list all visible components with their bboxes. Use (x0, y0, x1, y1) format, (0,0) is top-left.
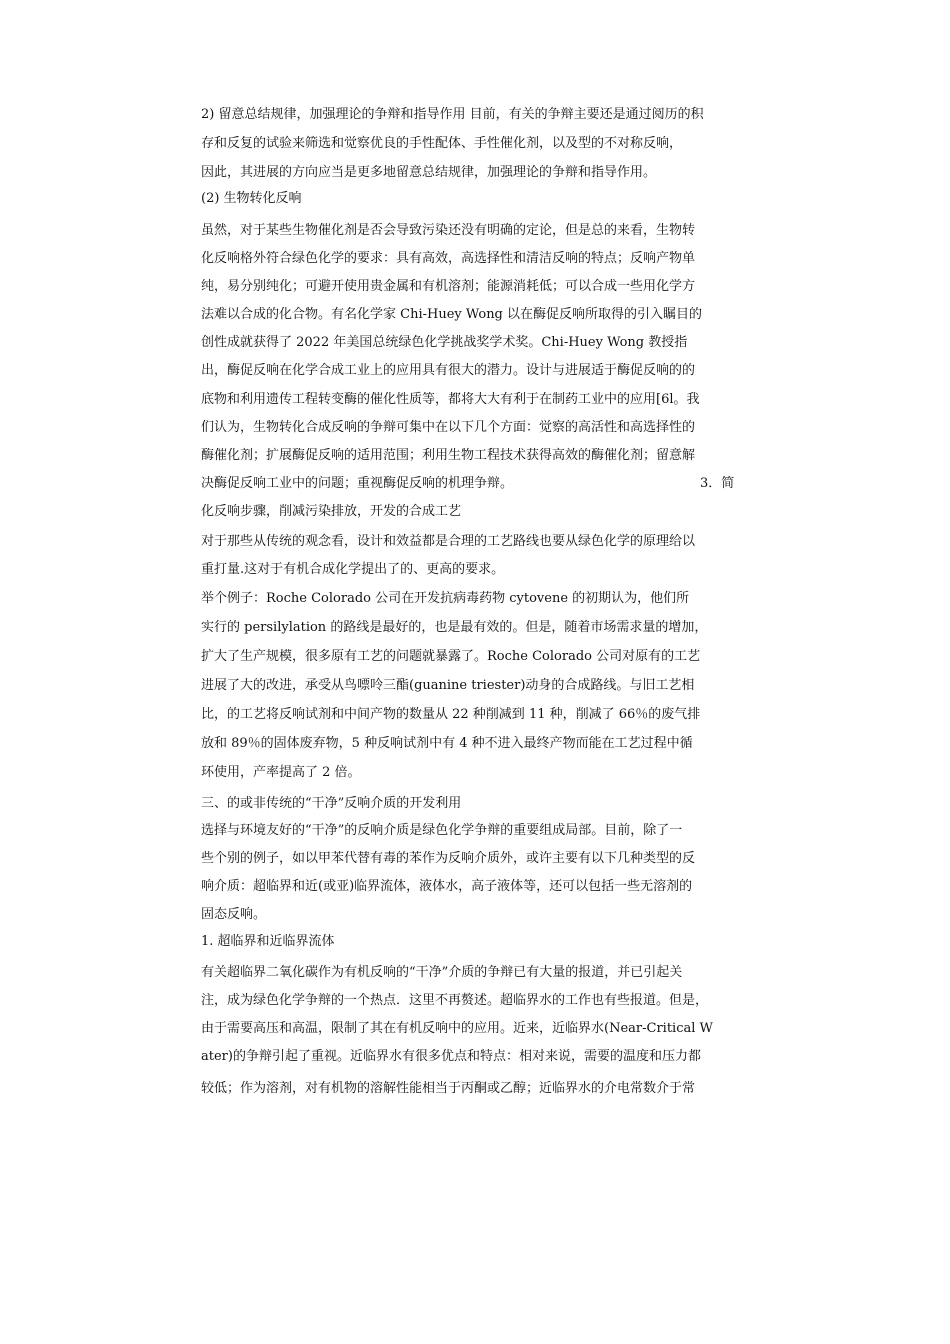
text-line: 些个别的例子，如以甲苯代替有毒的苯作为反响介质外，或许主要有以下几种类型的反 (201, 851, 696, 866)
text-line: 决酶促反响工业中的问题；重视酶促反响的机理争辩。 (201, 476, 514, 491)
text-line: 出，酶促反响在化学合成工业上的应用具有很大的潜力。设计与进展适于酶促反响的的 (201, 363, 696, 378)
section-heading: (2) 生物转化反响 (201, 191, 302, 206)
text-line: 响介质：超临界和近(或亚)临界流体，液体水，高子液体等，还可以包括一些无溶剂的 (201, 879, 693, 894)
text-line: 扩大了生产规模，很多原有工艺的问题就暴露了。Roche Colorado 公司对原有的工艺 (201, 649, 701, 664)
text-line: 注，成为绿色化学争辩的一个热点．这里不再赘述。超临界水的工作也有些报道。但是， (201, 993, 709, 1008)
text-line: 环使用，产率提高了 2 倍。 (201, 765, 361, 780)
text-line: 比，的工艺将反响试剂和中间产物的数量从 22 种削减到 11 种，削减了 66％的废气排 (201, 707, 701, 722)
text-line: 固态反响。 (201, 907, 267, 922)
text-line: 纯，易分别纯化；可避开使用贵金属和有机溶剂；能源消耗低；可以合成一些用化学方 (201, 279, 696, 294)
section-heading: 三、的或非传统的“干净”反响介质的开发利用 (201, 796, 462, 811)
text-line: 由于需要高压和高温，限制了其在有机反响中的应用。近来，近临界水(Near-Critical W (201, 1021, 713, 1036)
text-line: 较低；作为溶剂，对有机物的溶解性能相当于丙酮或乙醇；近临界水的介电常数介于常 (201, 1081, 696, 1096)
text-line: 酶催化剂；扩展酶促反响的适用范围；利用生物工程技术获得高效的酶催化剂；留意解 (201, 448, 696, 463)
text-line: 对于那些从传统的观念看，设计和效益都是合理的工艺路线也要从绿色化学的原理给以 (201, 534, 696, 549)
text-line: 创性成就获得了 2022 年美国总统绿色化学挑战奖学术奖。Chi-Huey Wong 教授指 (201, 335, 688, 350)
text-line: 有关超临界二氧化碳作为有机反响的“干净”介质的争辩已有大量的报道，并已引起关 (201, 965, 683, 980)
text-line: 底物和利用遗传工程转变酶的催化性质等，都将大大有利于在制药工业中的应用[6l。我 (201, 392, 700, 407)
text-line: 化反响格外符合绿色化学的要求：具有高效，高选择性和清洁反响的特点；反响产物单 (201, 251, 696, 266)
text-line: 们认为，生物转化合成反响的争辩可集中在以下几个方面：觉察的高活性和高选择性的 (201, 420, 696, 435)
section-number: 3．简 (700, 476, 735, 491)
text-line: 2) 留意总结规律，加强理论的争辩和指导作用 目前，有关的争辩主要还是通过阅历的积 (201, 107, 704, 122)
text-line: 存和反复的试验来筛选和觉察优良的手性配体、手性催化剂，以及型的不对称反响， (201, 136, 683, 151)
section-heading: 1. 超临界和近临界流体 (201, 934, 335, 949)
text-line: 放和 89％的固体废弃物，5 种反响试剂中有 4 种不进入最终产物而能在工艺过程中循 (201, 736, 693, 751)
text-line: 法难以合成的化合物。有名化学家 Chi-Huey Wong 以在酶促反响所取得的引入瞩目的 (201, 307, 703, 322)
text-line: 实行的 persilylation 的路线是最好的，也是最有效的。但是，随着市场需求量的增加， (201, 620, 708, 635)
text-line: 因此，其进展的方向应当是更多地留意总结规律，加强理论的争辩和指导作用。 (201, 165, 657, 180)
text-line: 重打量.这对于有机合成化学提出了的、更高的要求。 (201, 562, 505, 577)
section-heading: 化反响步骤，削减污染排放，开发的合成工艺 (201, 504, 462, 519)
text-line: 举个例子：Roche Colorado 公司在开发抗病毒药物 cytovene 的初期认为，他们所 (201, 591, 690, 606)
text-line: ater)的争辩引起了重视。近临界水有很多优点和特点：相对来说，需要的温度和压力都 (201, 1049, 701, 1064)
text-line: 进展了大的改进，承受从鸟嘌呤三酯(guanine triester)动身的合成路线。与旧工艺相 (201, 678, 695, 693)
text-line: 选择与环境友好的“干净”的反响介质是绿色化学争辩的重要组成局部。目前，除了一 (201, 823, 683, 838)
text-line: 虽然，对于某些生物催化剂是否会导致污染还没有明确的定论，但是总的来看，生物转 (201, 223, 696, 238)
